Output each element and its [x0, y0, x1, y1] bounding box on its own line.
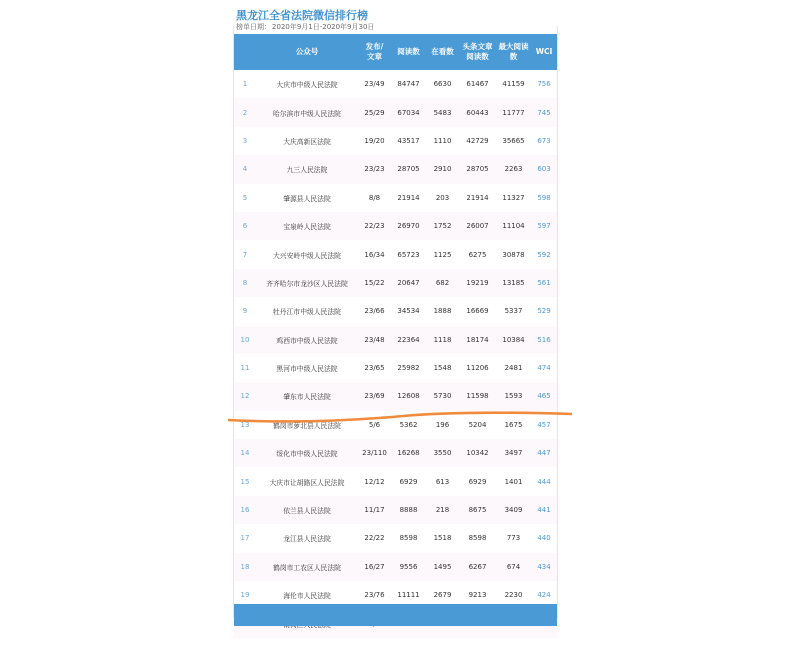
header-wci: WCI [535, 47, 553, 56]
page-title: 黑龙江全省法院微信排行榜 [236, 9, 368, 22]
cell-reads: 28705 [397, 165, 420, 174]
cell-watching: 1518 [433, 534, 452, 543]
table-row [234, 524, 557, 552]
cell-publish: 15/22 [364, 278, 385, 287]
cell-headline: 9213 [468, 591, 487, 600]
cell-max-reads: 1401 [504, 477, 523, 486]
cell-rank: 13 [240, 420, 250, 429]
table-row [234, 212, 557, 240]
date-range-label: 榜单日期： [236, 23, 271, 31]
cell-publish: 23/66 [364, 307, 385, 316]
cell-wci: 673 [537, 136, 551, 145]
header-publish-line2: 文章 [367, 52, 382, 61]
cell-wci: 447 [537, 449, 551, 458]
cell-publish: 23/23 [364, 165, 385, 174]
cell-watching: 2910 [433, 165, 452, 174]
cell-rank: 2 [242, 108, 248, 117]
cell-reads: 8598 [399, 534, 418, 543]
cell-watching: 2679 [433, 591, 452, 600]
cell-wci: 441 [537, 506, 551, 515]
cell-account: 牡丹江市中级人民法院 [273, 308, 341, 317]
cell-account: 肇源县人民法院 [283, 194, 331, 203]
cell-wci: 603 [537, 165, 551, 174]
cell-max-reads: 11104 [502, 222, 525, 231]
cell-wci: 745 [537, 108, 551, 117]
cell-max-reads: 10384 [502, 335, 525, 344]
cell-account: 海伦市人民法院 [283, 592, 331, 601]
cell-publish: 16/34 [364, 250, 385, 259]
header-publish-line1: 发布/ [365, 42, 384, 51]
cell-publish: 23/48 [364, 335, 385, 344]
cell-max-reads: 11777 [502, 108, 525, 117]
cell-watching: 1548 [433, 364, 452, 373]
table-row [234, 354, 557, 382]
cell-wci: 561 [537, 278, 551, 287]
header-headline [459, 34, 496, 70]
cell-headline: 8675 [468, 506, 487, 515]
cell-account: 黑河市中级人民法院 [276, 365, 338, 374]
cell-reads: 9556 [399, 562, 418, 571]
cell-publish: 25/29 [364, 108, 385, 117]
sheet-right-border [557, 26, 558, 618]
cell-watching: 5730 [433, 392, 452, 401]
cell-account: 鹤岗市萝北县人民法院 [273, 421, 341, 430]
cell-account: 大庆市让胡路区人民法院 [269, 478, 345, 487]
table-header [234, 34, 557, 70]
cell-publish: 12/12 [364, 477, 385, 486]
cell-reads: 84747 [397, 80, 420, 89]
cell-account: 大庆高新区法院 [283, 137, 331, 146]
cell-headline: 16669 [466, 307, 489, 316]
header-reads: 阅读数 [397, 47, 420, 56]
cell-headline: 60443 [466, 108, 489, 117]
cell-headline: 28705 [466, 165, 489, 174]
cell-reads: 20647 [397, 278, 420, 287]
cell-publish: 23/69 [364, 392, 385, 401]
cell-publish: 8/8 [368, 193, 381, 202]
cell-rank: 3 [242, 136, 248, 145]
cell-watching: 682 [435, 278, 450, 287]
cell-max-reads: 3497 [504, 449, 523, 458]
cell-max-reads: 11327 [502, 193, 525, 202]
table-row [234, 269, 557, 297]
cell-headline: 19219 [466, 278, 489, 287]
cell-rank: 12 [240, 392, 250, 401]
cell-max-reads: 2263 [504, 165, 523, 174]
cell-max-reads: 3409 [504, 506, 523, 515]
cell-headline: 21914 [466, 193, 489, 202]
cell-watching: 6630 [433, 80, 452, 89]
cell-reads: 21914 [397, 193, 420, 202]
table-row [234, 411, 557, 439]
cell-watching: 5483 [433, 108, 452, 117]
cell-publish: 16/27 [364, 562, 385, 571]
cell-headline: 6275 [468, 250, 487, 259]
cell-max-reads: 2230 [504, 591, 523, 600]
cell-max-reads: 13185 [502, 278, 525, 287]
table-footer-bar [234, 604, 557, 626]
cell-rank: 5 [242, 193, 248, 202]
cell-publish: 22/22 [364, 534, 385, 543]
cell-watching: 1888 [433, 307, 452, 316]
cell-reads: 11111 [397, 591, 420, 600]
table-row [234, 240, 557, 268]
cell-publish: 22/23 [364, 222, 385, 231]
cell-watching: 1110 [433, 136, 452, 145]
cell-wci: 434 [537, 562, 551, 571]
cell-watching: 1495 [433, 562, 452, 571]
cell-account: 绥化市中级人民法院 [276, 450, 338, 459]
header-account: 公众号 [295, 47, 319, 56]
date-range [236, 22, 375, 33]
table-body [234, 70, 557, 638]
ranking-sheet [234, 8, 557, 628]
cell-max-reads: 2481 [504, 364, 523, 373]
cell-reads: 26970 [397, 222, 420, 231]
cell-wci: 474 [537, 364, 551, 373]
cell-reads: 34534 [397, 307, 420, 316]
cell-rank: 8 [242, 278, 248, 287]
cell-headline: 11598 [466, 392, 489, 401]
cell-watching: 203 [435, 193, 450, 202]
cell-rank: 19 [240, 591, 250, 600]
cell-max-reads: 773 [506, 534, 521, 543]
cell-headline: 5204 [468, 420, 487, 429]
cell-wci: 756 [537, 80, 551, 89]
cell-account: 鹤岗市工农区人民法院 [273, 563, 341, 572]
cell-max-reads: 5337 [504, 307, 523, 316]
cell-headline: 8598 [468, 534, 487, 543]
cell-rank: 16 [240, 506, 250, 515]
cell-rank: 18 [240, 562, 250, 571]
table-row [234, 382, 557, 410]
cell-watching: 1125 [433, 250, 452, 259]
cell-publish: 5/6 [368, 420, 381, 429]
cell-reads: 5362 [399, 420, 418, 429]
cell-wci: 592 [537, 250, 551, 259]
cell-wci: 444 [537, 477, 551, 486]
cell-account: 肇东市人民法院 [283, 393, 331, 402]
cell-reads: 22364 [397, 335, 420, 344]
cell-account: 哈尔滨市中级人民法院 [273, 109, 341, 118]
cell-account: 依兰县人民法院 [283, 507, 331, 516]
cell-rank: 11 [240, 364, 250, 373]
table-row [234, 297, 557, 325]
cell-headline: 26007 [466, 222, 489, 231]
cell-max-reads: 674 [506, 562, 521, 571]
cell-account: 宝泉岭人民法院 [283, 223, 331, 232]
cell-max-reads: 30878 [502, 250, 525, 259]
cell-reads: 65723 [397, 250, 420, 259]
cell-account: 大庆市中级人民法院 [276, 81, 338, 90]
cell-max-reads: 1593 [504, 392, 523, 401]
cell-headline: 61467 [466, 80, 489, 89]
cell-wci: 440 [537, 534, 551, 543]
cell-watching: 218 [435, 506, 450, 515]
table-row [234, 439, 557, 467]
cell-rank: 6 [242, 222, 248, 231]
cell-reads: 43517 [397, 136, 420, 145]
cell-publish: 23/65 [364, 364, 385, 373]
table-row [234, 467, 557, 495]
cell-account: 大兴安岭中级人民法院 [273, 251, 341, 260]
cell-publish: 19/20 [364, 136, 385, 145]
cell-publish: 23/110 [362, 449, 387, 458]
table-row [234, 326, 557, 354]
cell-reads: 25982 [397, 364, 420, 373]
cell-headline: 6267 [468, 562, 487, 571]
cell-wci: 529 [537, 307, 551, 316]
table-row [234, 127, 557, 155]
cell-headline: 10342 [466, 449, 489, 458]
cell-publish: 23/76 [364, 591, 385, 600]
header-publish [358, 34, 391, 70]
cell-account: 齐齐哈尔市龙沙区人民法院 [266, 279, 348, 288]
cell-wci: 597 [537, 222, 551, 231]
cell-reads: 16268 [397, 449, 420, 458]
cell-rank: 10 [240, 335, 250, 344]
cell-reads: 12608 [397, 392, 420, 401]
cell-reads: 8888 [399, 506, 418, 515]
cell-headline: 42729 [466, 136, 489, 145]
cell-watching: 3550 [433, 449, 452, 458]
table-row [234, 98, 557, 126]
cell-wci: 424 [537, 591, 551, 600]
cell-wci: 516 [537, 335, 551, 344]
header-rank [234, 34, 256, 70]
table-row [234, 155, 557, 183]
cell-reads: 6929 [399, 477, 418, 486]
cell-headline: 6929 [468, 477, 487, 486]
cell-max-reads: 41159 [502, 80, 525, 89]
header-headline-line2: 阅读数 [466, 52, 489, 61]
cell-wci: 598 [537, 193, 551, 202]
cell-max-reads: 1675 [504, 420, 523, 429]
cell-reads: 67034 [397, 108, 420, 117]
cell-max-reads: 35665 [502, 136, 525, 145]
cell-rank: 9 [242, 307, 248, 316]
cell-headline: 18174 [466, 335, 489, 344]
cell-watching: 613 [435, 477, 450, 486]
header-max-reads: 最大阅读数 [498, 42, 529, 61]
table-row [234, 553, 557, 581]
cell-rank: 15 [240, 477, 250, 486]
header-headline-line1: 头条文章 [462, 42, 493, 51]
cell-account: 鸡西市中级人民法院 [276, 336, 338, 345]
date-range-value: 2020年9月1日-2020年9月30日 [272, 23, 375, 31]
table-row [234, 184, 557, 212]
table-row [234, 496, 557, 524]
cell-watching: 196 [435, 420, 450, 429]
table-row [234, 70, 557, 98]
header-watching: 在看数 [431, 47, 454, 56]
cell-rank: 4 [242, 165, 248, 174]
cell-wci: 457 [537, 420, 551, 429]
cell-rank: 14 [240, 449, 250, 458]
cell-watching: 1118 [433, 335, 452, 344]
cell-rank: 17 [240, 534, 250, 543]
cell-account: 龙江县人民法院 [283, 535, 331, 544]
cell-watching: 1752 [433, 222, 452, 231]
cell-publish: 11/17 [364, 506, 385, 515]
cell-publish: 23/49 [364, 80, 385, 89]
cell-account: 九三人民法院 [286, 166, 328, 175]
cell-rank: 1 [242, 80, 248, 89]
cell-rank: 7 [242, 250, 248, 259]
cell-headline: 11206 [466, 364, 489, 373]
cell-wci: 465 [537, 392, 551, 401]
